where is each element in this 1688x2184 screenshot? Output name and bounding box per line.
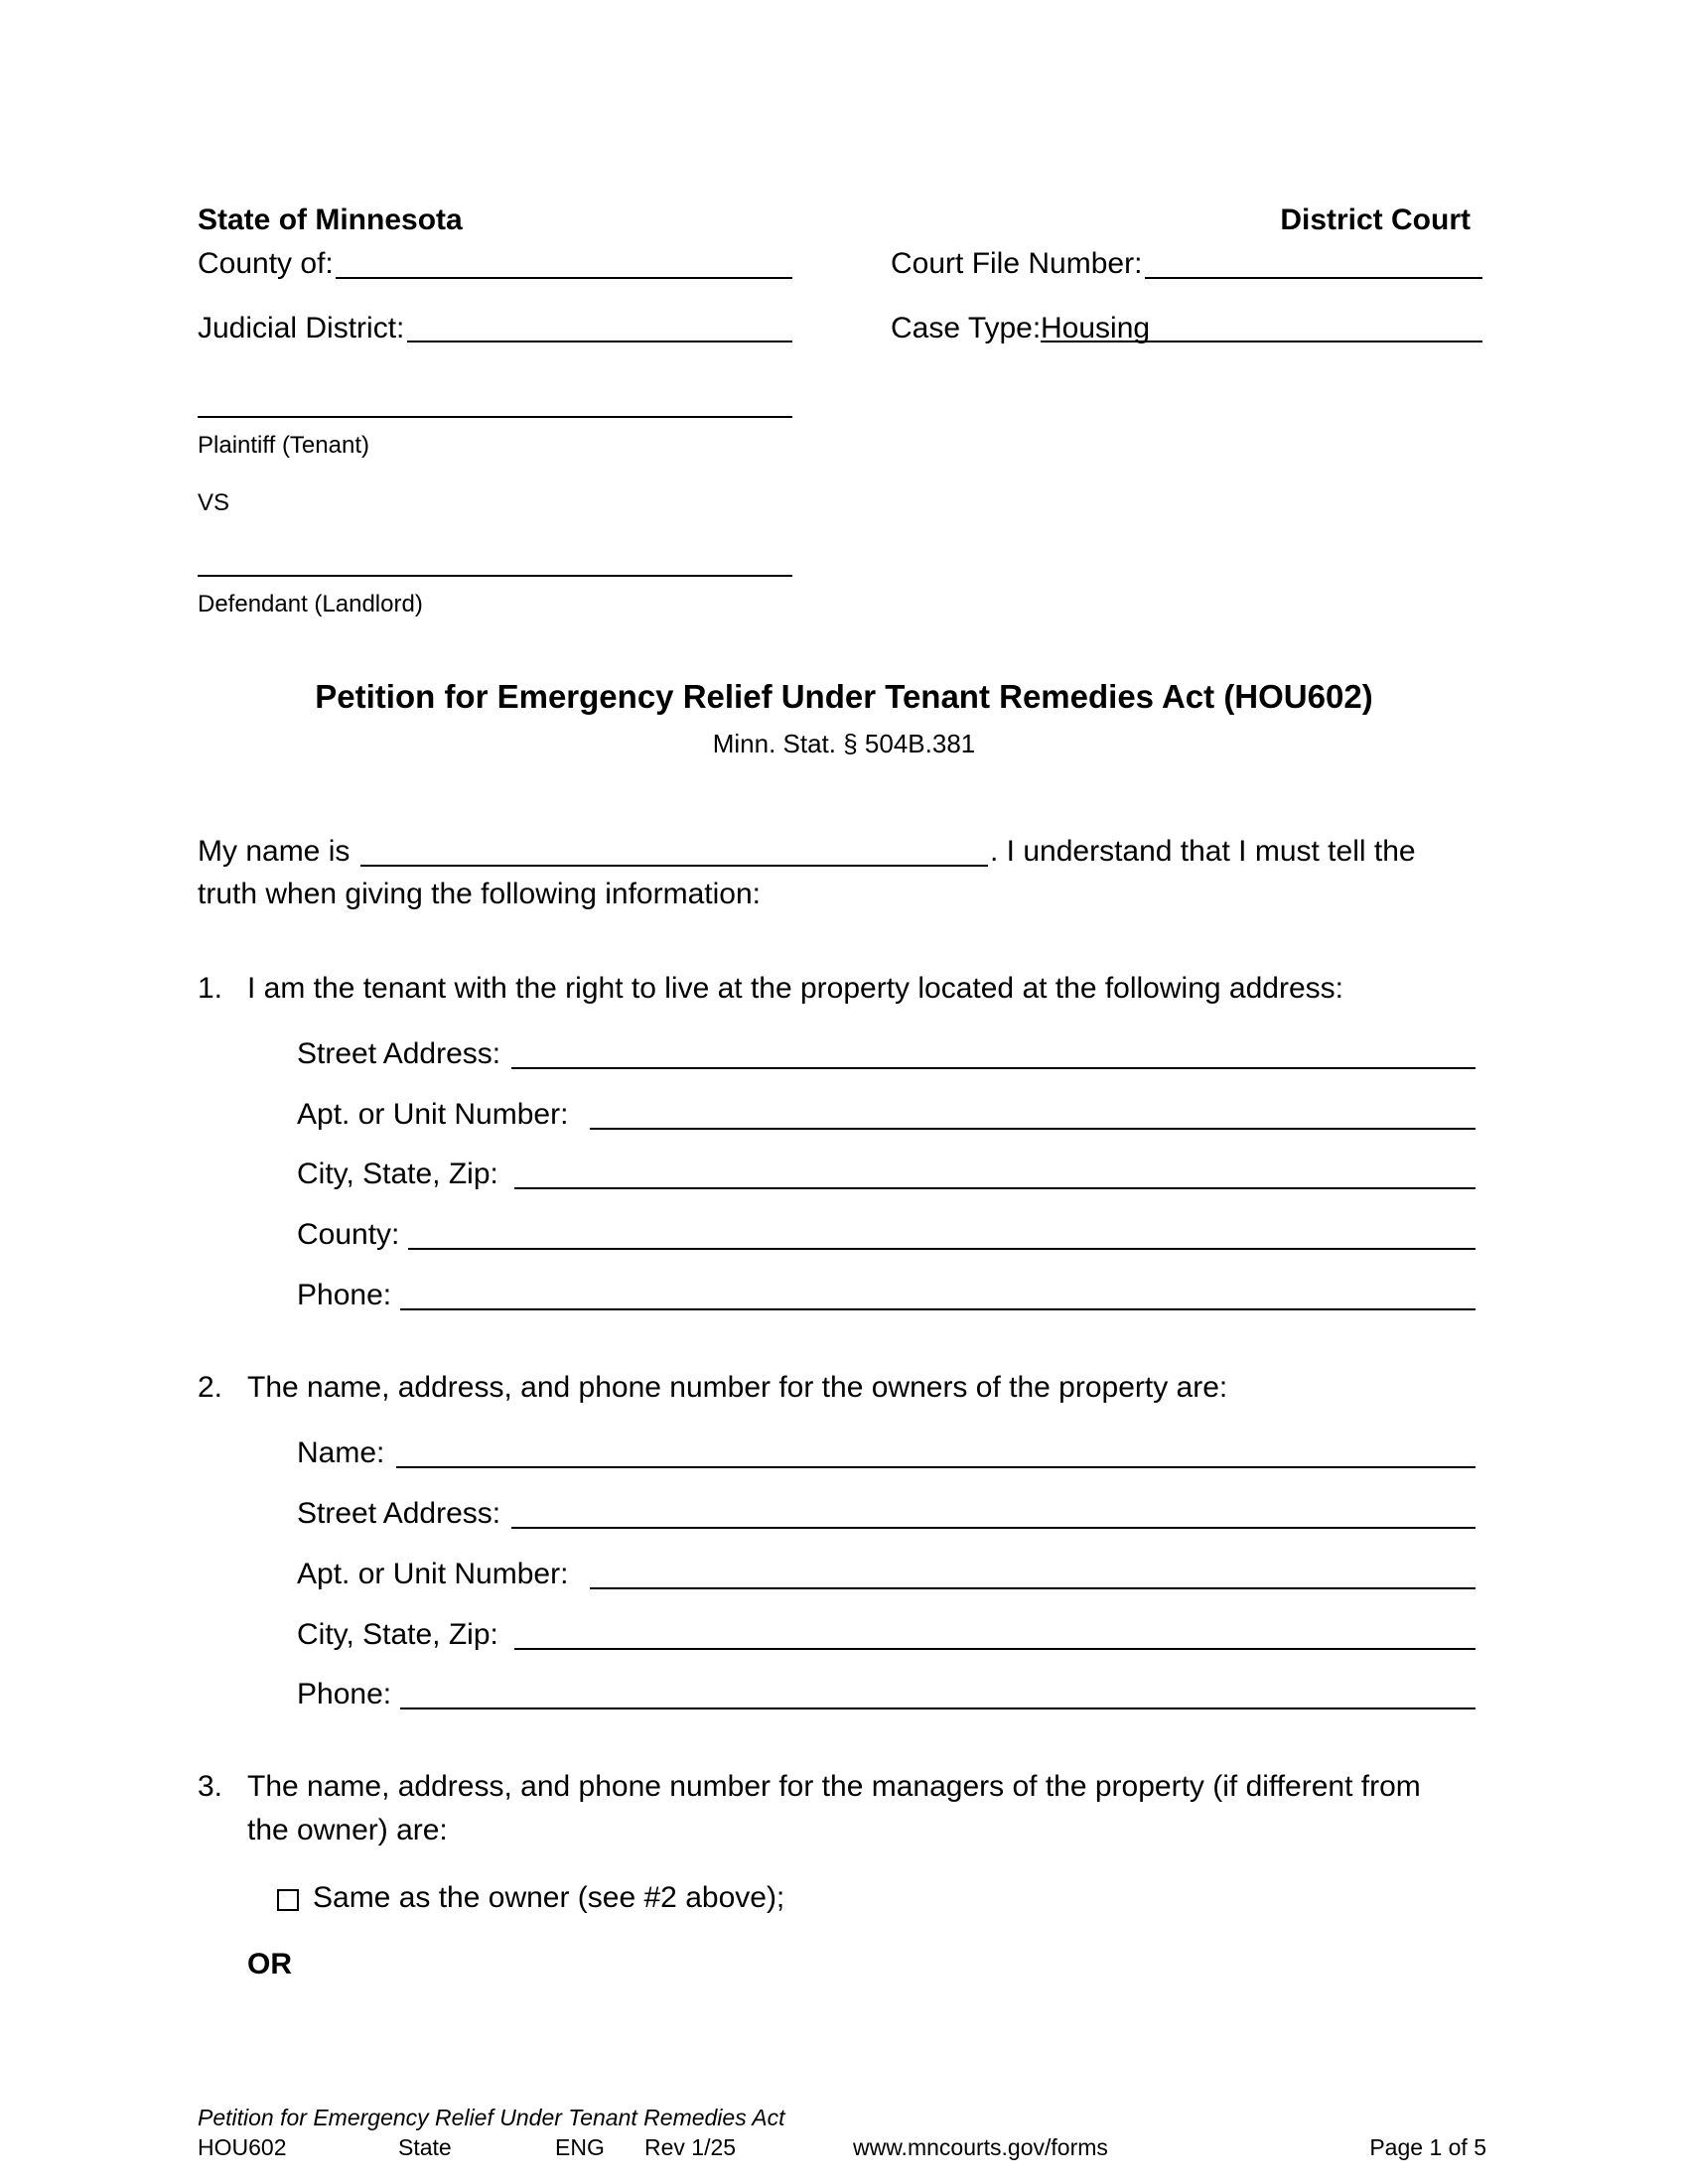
owner-street-input[interactable] bbox=[511, 1527, 1476, 1529]
intro-prefix: My name is bbox=[198, 835, 351, 868]
owner-phone-input[interactable] bbox=[400, 1707, 1476, 1709]
item-3-text-line-1: The name, address, and phone number for the managers of the property (if different from bbox=[247, 1770, 1421, 1803]
state-label: State of Minnesota bbox=[198, 204, 463, 236]
footer-website[interactable]: www.mncourts.gov/forms bbox=[853, 2134, 1108, 2160]
footer-form-title: Petition for Emergency Relief Under Tenant Remedies Act bbox=[198, 2105, 785, 2130]
plaintiff-name-input[interactable] bbox=[198, 416, 792, 418]
court-file-number-input[interactable] bbox=[1145, 277, 1482, 279]
intro-line-2: truth when giving the following information: bbox=[198, 878, 761, 910]
owner-unit-input[interactable] bbox=[590, 1587, 1476, 1589]
petitioner-name-input[interactable] bbox=[360, 865, 988, 867]
item-2-text: The name, address, and phone number for the owners of the property are: bbox=[247, 1371, 1228, 1404]
item-3-number: 3. bbox=[198, 1770, 223, 1803]
judicial-district-input[interactable] bbox=[407, 341, 792, 342]
owner-name-label: Name: bbox=[297, 1436, 385, 1469]
item-1-text: I am the tenant with the right to live at the property located at the following address: bbox=[247, 972, 1343, 1005]
tenant-street-label: Street Address: bbox=[297, 1037, 501, 1070]
same-as-owner-label: Same as the owner (see #2 above); bbox=[313, 1881, 785, 1914]
owner-unit-label: Apt. or Unit Number: bbox=[297, 1558, 569, 1590]
footer-form-code: HOU602 bbox=[198, 2134, 287, 2160]
case-type-value: Housing bbox=[1041, 312, 1151, 344]
owner-city-input[interactable] bbox=[514, 1648, 1476, 1650]
footer-revision: Rev 1/25 bbox=[644, 2134, 737, 2160]
item-3-text-line-2: the owner) are: bbox=[247, 1814, 448, 1846]
statute-reference: Minn. Stat. § 504B.381 bbox=[712, 729, 976, 758]
defendant-label: Defendant (Landlord) bbox=[198, 591, 423, 617]
tenant-phone-input[interactable] bbox=[400, 1308, 1476, 1310]
page-title: Petition for Emergency Relief Under Tenant Remedies Act (HOU602) bbox=[315, 678, 1373, 715]
or-label: OR bbox=[247, 1948, 292, 1980]
tenant-city-label: City, State, Zip: bbox=[297, 1158, 498, 1190]
court-file-number-label: Court File Number: bbox=[891, 247, 1143, 280]
plaintiff-label: Plaintiff (Tenant) bbox=[198, 432, 369, 459]
tenant-county-label: County: bbox=[297, 1218, 400, 1251]
court-label: District Court bbox=[1280, 204, 1471, 236]
case-type-label: Case Type: bbox=[891, 312, 1042, 344]
tenant-county-input[interactable] bbox=[408, 1248, 1476, 1250]
tenant-street-input[interactable] bbox=[511, 1067, 1476, 1069]
tenant-city-input[interactable] bbox=[514, 1187, 1476, 1189]
tenant-unit-label: Apt. or Unit Number: bbox=[297, 1098, 569, 1131]
tenant-unit-input[interactable] bbox=[590, 1128, 1476, 1130]
tenant-phone-label: Phone: bbox=[297, 1279, 392, 1311]
judicial-district-label: Judicial District: bbox=[198, 312, 405, 344]
footer-page-number: Page 1 of 5 bbox=[1369, 2134, 1486, 2160]
footer-jurisdiction: State bbox=[398, 2134, 452, 2160]
county-input[interactable] bbox=[336, 277, 792, 279]
owner-city-label: City, State, Zip: bbox=[297, 1618, 498, 1651]
footer-language: ENG bbox=[555, 2134, 605, 2160]
versus-label: VS bbox=[198, 489, 230, 516]
same-as-owner-checkbox[interactable] bbox=[277, 1889, 299, 1911]
defendant-name-input[interactable] bbox=[198, 575, 792, 577]
county-label: County of: bbox=[198, 247, 334, 280]
owner-name-input[interactable] bbox=[396, 1466, 1476, 1468]
item-1-number: 1. bbox=[198, 972, 223, 1005]
owner-street-label: Street Address: bbox=[297, 1497, 501, 1530]
item-2-number: 2. bbox=[198, 1371, 223, 1404]
intro-suffix: . I understand that I must tell the bbox=[990, 835, 1416, 868]
owner-phone-label: Phone: bbox=[297, 1678, 392, 1710]
